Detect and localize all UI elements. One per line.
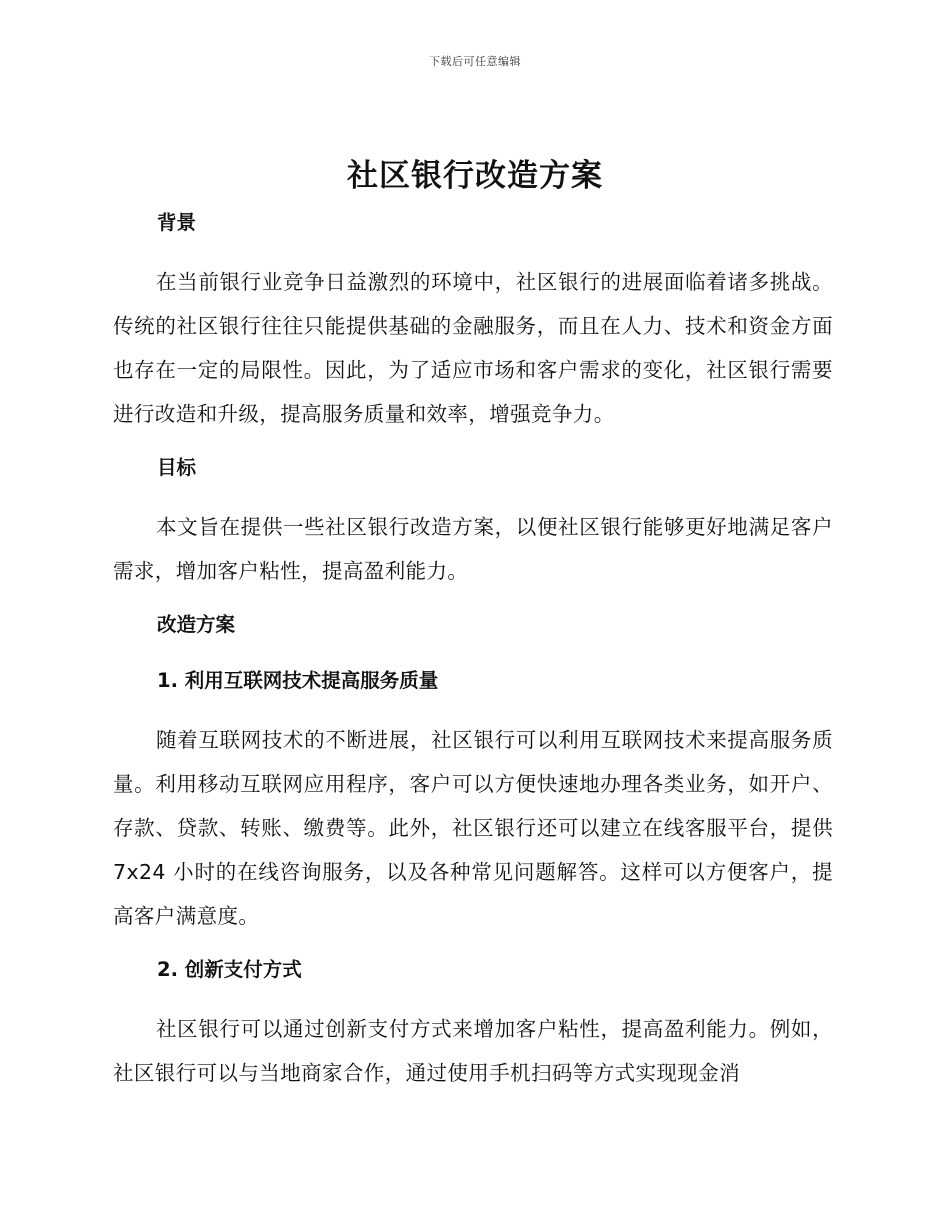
- plan1-heading: 1. 利用互联网技术提高服务质量: [157, 669, 439, 692]
- goal-paragraph: 本文旨在提供一些社区银行改造方案，以便社区银行能够更好地满足客户需求，增加客户粘性，提高盈利能力。: [113, 515, 833, 583]
- plan2-heading: 2. 创新支付方式: [157, 958, 302, 981]
- document-title: 社区银行改造方案: [347, 158, 603, 194]
- plan1-paragraph: 随着互联网技术的不断进展，社区银行可以利用互联网技术来提高服务质量。利用移动互联网应用程序，客户可以方便快速地办理各类业务，如开户、存款、贷款、转账、缴费等。此外，社区银行还可以建立在线客服平台，提供 7x24 小时的在线咨询服务，以及各种常见问题解答。这样可以方便客户，提高客户满意度。: [113, 728, 833, 928]
- goal-heading: 目标: [157, 456, 197, 479]
- background-paragraph: 在当前银行业竞争日益激烈的环境中，社区银行的进展面临着诸多挑战。传统的社区银行往往只能提供基础的金融服务，而且在人力、技术和资金方面也存在一定的局限性。因此，为了适应市场和客户需求的变化，社区银行需要进行改造和升级，提高服务质量和效率，增强竞争力。: [113, 270, 833, 426]
- background-heading: 背景: [157, 211, 197, 234]
- plan2-paragraph: 社区银行可以通过创新支付方式来增加客户粘性，提高盈利能力。例如，社区银行可以与当地商家合作，通过使用手机扫码等方式实现现金消: [113, 1017, 833, 1085]
- document-body: [113, 208, 833, 1095]
- plan-heading: 改造方案: [157, 613, 236, 636]
- header-note: 下载后可任意编辑: [429, 55, 521, 68]
